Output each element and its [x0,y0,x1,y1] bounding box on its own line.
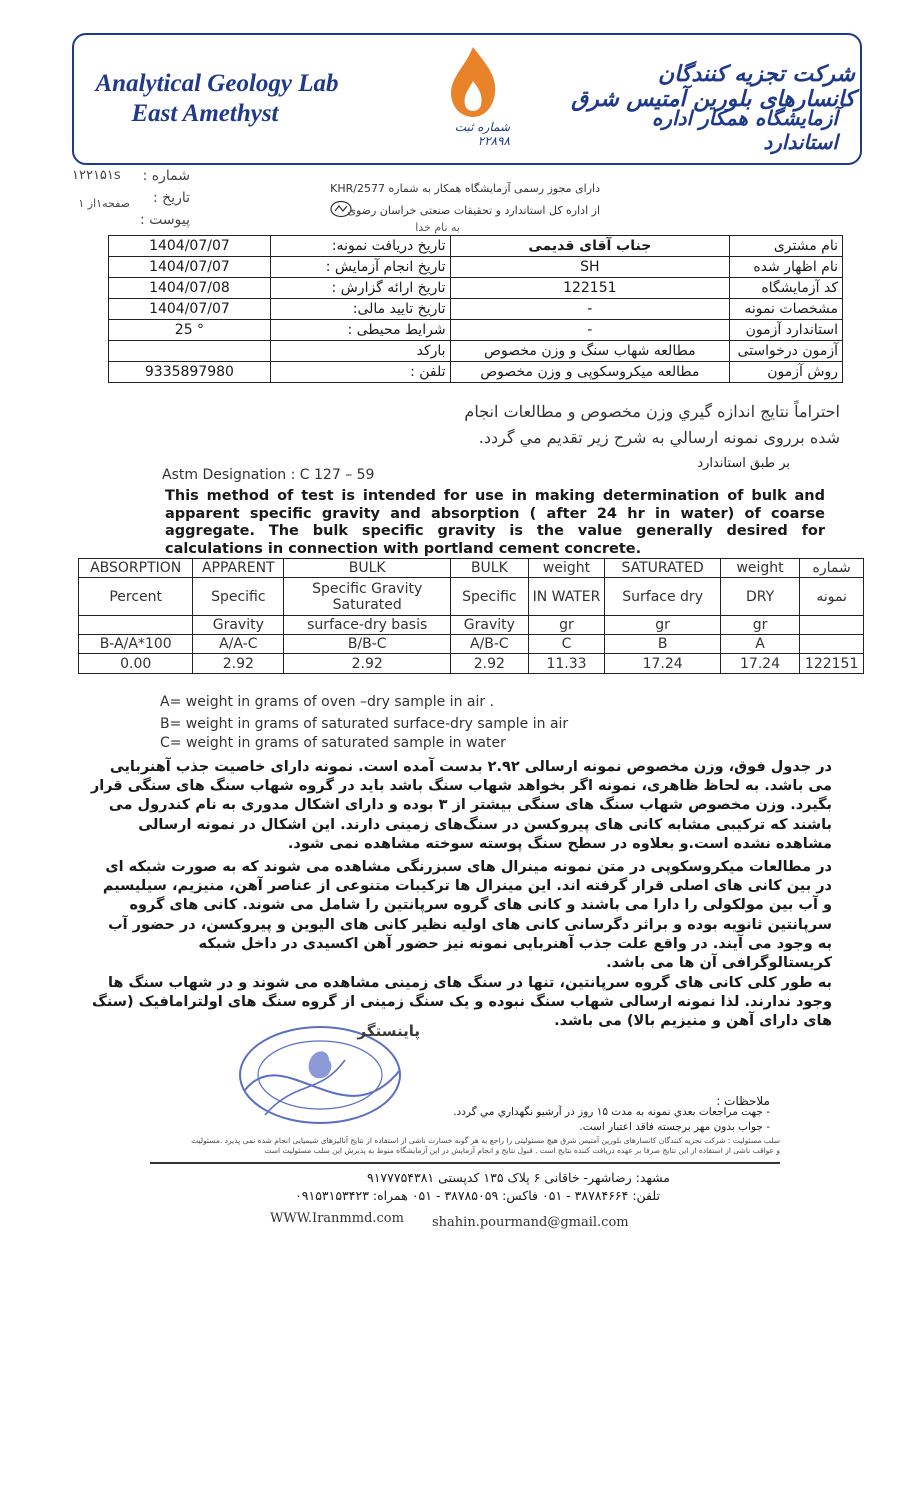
table-cell: Gravity [193,616,284,635]
table-cell: gr [528,616,605,635]
phone-label: تلفن : [270,362,450,383]
table-cell: gr [720,616,799,635]
lab-name-en-line1: Analytical Geology Lab [95,70,339,97]
customer-name-value: جناب آقای قدیمی [450,236,730,257]
note-2: - جواب بدون مهر برجسته فاقد اعتبار است. [579,1121,770,1133]
intro-line-2: شده برروی نمونه ارسالي به شرح زير تقديم مي گردد. [478,428,840,447]
registration-number: شماره ثبت ۲۲۸۹۸ [454,120,510,148]
test-standard-value: - [450,320,730,341]
table-row [109,362,843,383]
definition-a: A= weight in grams of oven –dry sample in air . [160,694,495,710]
table-cell: Specific [193,578,284,616]
apparent-gravity-value: 2.92 [193,654,284,674]
license-line2: از اداره کل استاندارد و تحقیقات صنعتی خراسان رضوی [347,204,600,217]
bulk-gravity-value: 2.92 [451,654,528,674]
table-row [79,616,864,635]
table-cell: IN WATER [528,578,605,616]
table-row [109,257,843,278]
report-date-label: تاریخ ارائه گزارش : [270,278,450,299]
table-cell: Gravity [451,616,528,635]
table-row [109,341,843,362]
footer-email[interactable]: shahin.pourmand@gmail.com [432,1215,629,1230]
financial-date-label: تاریخ تایید مالی: [270,299,450,320]
table-cell: A/B-C [451,635,528,654]
table-row [79,635,864,654]
footer-divider [150,1162,780,1164]
number-value: ۱۲۲۱۵۱s [72,168,121,183]
table-cell: B/B-C [284,635,451,654]
company-name-fa: شرکت تجزیه کنندگان کانسارهای بلورین آمتیس شرق [571,62,855,112]
table-row [109,299,843,320]
test-date-value: 1404/07/07 [109,257,271,278]
table-cell: C [528,635,605,654]
ambient-value: 25 ° [109,320,271,341]
test-method-value: مطالعه میکروسکوپی و وزن مخصوص [450,362,730,383]
col-bulk-ssd: BULK [284,559,451,578]
intro-line-3: بر طبق استاندارد [697,456,790,471]
table-cell: DRY [720,578,799,616]
interpretation-paragraph-2: در مطالعات میکروسکوپی در متن نمونه مینرال های سبزرنگی مشاهده می شوند که به صورت شبکه ای در بین کانی های اصلی قرار گرفته اند. این مینرال ها ترکیبات متنوعی از عناصر آهن، منیزیم، سیلیسیم و آب بین مولکولی را دارا می باشند و کانی های گروه سرپانتین را شامل می شوند. کانی های گروه سرپانتین ثانویه بوده و براثر دگرسانی کانی های اولیه نظیر کانی های الیوین و پیروکسن، در حضور آب به وجود می آیند. در واقع علت جذب آهنربایی نمونه نیز حضور آهن اکسیدی در داخل شبکه کریستالوگرافی آن ها می باشد. [102,859,832,972]
test-date-label: تاریخ انجام آزمایش : [270,257,450,278]
definition-b: B= weight in grams of saturated surface-dry sample in air [160,716,569,732]
table-row [109,278,843,299]
received-date-value: 1404/07/07 [109,236,271,257]
table-cell [79,616,193,635]
declared-name-label: نام اظهار شده [730,257,843,278]
col-weight-dry: weight [720,559,799,578]
disclaimer-line-2: و عواقب ناشی از استفاده از این نتایج صرفا بر عهده دریافت کننده نتایج است . قبول نتایج و انجام آزمایش در این آزمایشگاه منوط به پذیرش این سلب مسئولیت است [264,1146,780,1155]
col-saturated: SATURATED [605,559,720,578]
customer-name-label: نام مشتری [730,236,843,257]
table-row [79,559,864,578]
received-date-label: تاریخ دریافت نمونه: [270,236,450,257]
lab-name-en-line2: East Amethyst [131,100,279,127]
test-standard-label: استاندارد آزمون [730,320,843,341]
col-weight-water: weight [528,559,605,578]
absorption-value: 0.00 [79,654,193,674]
license-line1: دارای مجوز رسمی آزمایشگاه همکار به شماره KHR/2577 [330,182,600,195]
footer-website[interactable]: WWW.Iranmmd.com [270,1211,404,1226]
test-method-label: روش آزمون [730,362,843,383]
number-label: شماره : [142,168,190,184]
flame-logo-icon [445,45,501,119]
definition-c: C= weight in grams of saturated sample in water [160,735,506,751]
sample-number-value: 122151 [800,654,864,674]
attachment-label: پیوست : [140,212,190,228]
requested-test-label: آزمون درخواستی [730,341,843,362]
specific-gravity-table [78,558,864,674]
footer-phones: تلفن: ۳۸۷۸۴۶۶۴ - ۰۵۱ فاکس: ۳۸۷۸۵۰۵۹ - ۰۵۱ همراه: ۰۹۱۵۳۱۵۳۴۲۳ [295,1188,660,1203]
standard-seal-icon [330,200,352,218]
financial-date-value: 1404/07/07 [109,299,271,320]
lab-code-value: 122151 [450,278,730,299]
table-cell: B-A/A*100 [79,635,193,654]
table-cell: A [720,635,799,654]
date-label: تاریخ : [152,190,190,206]
notes-title: ملاحظات : [716,1094,770,1108]
barcode-label: بارکد [270,341,450,362]
declared-name-value: SH [450,257,730,278]
table-cell: Surface dry [605,578,720,616]
requested-test-value: مطالعه شهاب سنگ و وزن مخصوص [450,341,730,362]
weight-water-value: 11.33 [528,654,605,674]
ambient-label: شرایط محیطی : [270,320,450,341]
weight-dry-value: 17.24 [720,654,799,674]
table-cell: Percent [79,578,193,616]
table-cell: surface-dry basis [284,616,451,635]
col-sample-number: شماره [800,559,864,578]
col-apparent: APPARENT [193,559,284,578]
table-row [109,320,843,341]
phone-value: 9335897980 [109,362,271,383]
disclaimer-line-1: سلب مسئولیت : شرکت تجزیه کنندگان کانسارهای بلورین آمتیس شرق هیچ مسئولیتی را راجع به هر گونه خسارت ناشی از استفاده از نتایج آنالیزهای شیمیایی انجام شده نمی پذیرد .مسئولیت [191,1136,780,1145]
sample-spec-value: - [450,299,730,320]
table-row [79,654,864,674]
interpretation-paragraph-3: به طور کلی کانی های گروه سرپانتین، تنها در سنگ های زمینی مشاهده می شوند و در شهاب سنگ ها وجود ندارند. لذا نمونه ارسالی شهاب سنگ نبوده و یک سنگ زمینی از گروه سنگ های اولترامافیک (سنگ های دارای آهن و منیزیم بالا) می باشد. [91,975,832,1030]
footer-address: مشهد: رضاشهر- خاقانی ۶ پلاک ۱۳۵ کدپستی ۹۱۷۷۷۵۴۳۸۱ [367,1170,670,1185]
page-number: صفحه۱از ۱ [78,197,130,210]
table-cell [800,616,864,635]
interpretation-paragraph-1: در جدول فوق، وزن مخصوص نمونه ارسالی ۲.۹۲ بدست آمده است. نمونه دارای خاصیت جذب آهنربایی می باشد. به لحاظ ظاهری، نمونه اگر بخواهد شهاب سنگ باشد باید در گروه شهاب سنگ های سنگی قرار بگیرد. وزن مخصوص شهاب سنگ های سنگی بیشتر از ۳ بوده و دارای اشکال مدوری به نام کندرول می باشند که ترکیبی مشابه کانی های پیروکسن در سنگ‌های زمینی دارند. این اشکال در نمونه ارسالی مشاهده نشده است.و بعلاوه در سطح سنگ پوسته سوخته مشاهده نمی شود. [90,759,832,852]
table-cell: B [605,635,720,654]
table-cell [800,635,864,654]
table-cell: Specific Gravity Saturated [284,578,451,616]
bulk-ssd-value: 2.92 [284,654,451,674]
sample-spec-label: مشخصات نمونه [730,299,843,320]
lab-subtitle-fa: آزمایشگاه همکار اداره استاندارد [651,106,838,154]
table-cell: نمونه [800,578,864,616]
astm-designation: Astm Designation : C 127 – 59 [162,467,375,483]
col-bulk: BULK [451,559,528,578]
note-1: - جهت مراجعات بعدي نمونه به مدت ۱۵ روز در آرشيو نگهداري مي گردد. [453,1106,770,1118]
lab-code-label: کد آزمایشگاه [730,278,843,299]
bismillah: به نام خدا [415,221,460,234]
barcode-value [109,341,271,362]
signature-label: پاینستگر [357,1022,420,1040]
table-cell: gr [605,616,720,635]
table-row [109,236,843,257]
report-date-value: 1404/07/08 [109,278,271,299]
table-cell: A/A-C [193,635,284,654]
intro-line-1: احتراماً نتایج اندازه گیري وزن مخصوص و مطالعات انجام [464,402,840,421]
table-row [79,578,864,616]
sample-info-table [108,235,843,383]
saturated-value: 17.24 [605,654,720,674]
col-absorption: ABSORPTION [79,559,193,578]
table-cell: Specific [451,578,528,616]
method-description: This method of test is intended for use in making determination of bulk and apparent specific gravity and absorption ( after 24 hr in water) of coarse aggregate. The bulk specific gravity is the value generally desired for calculations in connection with portland cement concrete. [165,488,825,557]
